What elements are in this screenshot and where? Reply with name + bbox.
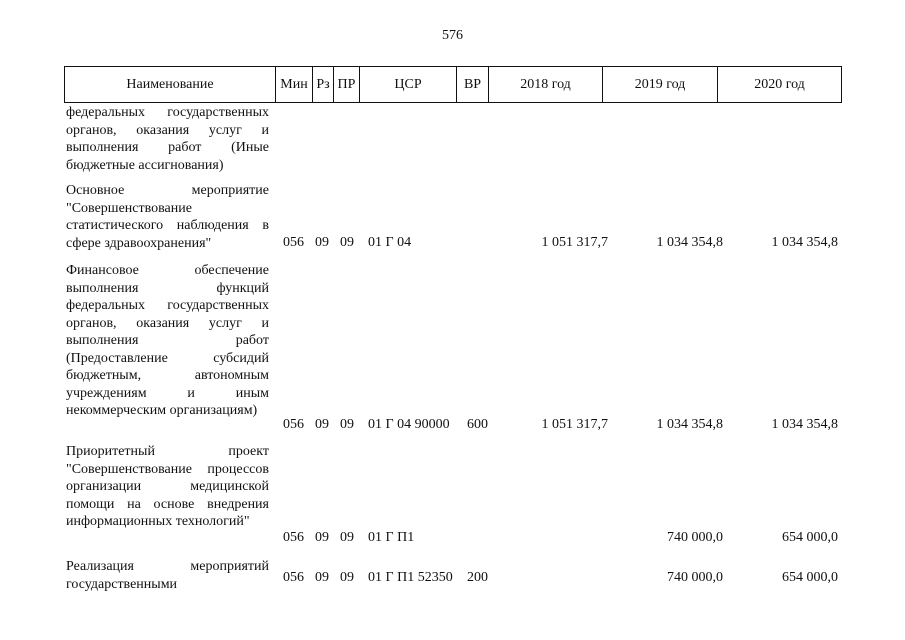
row-name: Реализация мероприятий государственными <box>66 559 269 592</box>
row-name: Приоритетный проект "Совершенствование процессов организации медицинской помощи на основе внедрения информационных технологий" <box>66 444 269 529</box>
row-2018: 1 051 317,7 <box>541 417 608 432</box>
row-2020: 1 034 354,8 <box>771 417 838 432</box>
row-name: Финансовое обеспечение выполнения функций федеральных государственных органов, оказания услуг и выполнения работ (Предоставление субсидий бюджетным, автономным учреждениям и иным некоммерческим организациям) <box>66 263 269 418</box>
budget-table-header <box>64 66 842 103</box>
row-2020: 1 034 354,8 <box>771 235 838 250</box>
header-csr: ЦСР <box>360 67 457 103</box>
row-rz: 09 <box>315 417 329 432</box>
row-2019: 740 000,0 <box>667 530 723 545</box>
header-2019: 2019 год <box>603 67 718 103</box>
row-min: 056 <box>283 417 304 432</box>
row-2020: 654 000,0 <box>782 530 838 545</box>
header-pr: ПР <box>334 67 360 103</box>
row-pr: 09 <box>340 417 354 432</box>
row-vr: 200 <box>467 570 488 585</box>
header-vr: ВР <box>457 67 489 103</box>
row-pr: 09 <box>340 235 354 250</box>
header-row <box>65 67 842 103</box>
header-2018: 2018 год <box>489 67 603 103</box>
row-vr: 600 <box>467 417 488 432</box>
row-csr: 01 Г П1 <box>368 530 415 545</box>
header-name: Наименование <box>65 67 276 103</box>
row-name: федеральных государственных органов, оказания услуг и выполнения работ (Иные бюджетные ассигнования) <box>66 105 269 173</box>
row-rz: 09 <box>315 235 329 250</box>
row-min: 056 <box>283 235 304 250</box>
header-rz: Рз <box>313 67 334 103</box>
row-2019: 1 034 354,8 <box>656 235 723 250</box>
row-2019: 740 000,0 <box>667 570 723 585</box>
row-pr: 09 <box>340 530 354 545</box>
row-csr: 01 Г 04 <box>368 235 412 250</box>
row-csr: 01 Г 04 90000 <box>368 417 450 432</box>
header-2020: 2020 год <box>718 67 842 103</box>
row-pr: 09 <box>340 570 354 585</box>
row-2020: 654 000,0 <box>782 570 838 585</box>
row-min: 056 <box>283 530 304 545</box>
row-min: 056 <box>283 570 304 585</box>
header-min: Мин <box>276 67 313 103</box>
page-number: 576 <box>442 28 463 43</box>
row-name: Основное мероприятие "Совершенствование статистического наблюдения в сфере здравоохранения" <box>66 183 269 251</box>
row-2019: 1 034 354,8 <box>656 417 723 432</box>
row-2018: 1 051 317,7 <box>541 235 608 250</box>
row-rz: 09 <box>315 570 329 585</box>
row-csr: 01 Г П1 52350 <box>368 570 453 585</box>
row-rz: 09 <box>315 530 329 545</box>
